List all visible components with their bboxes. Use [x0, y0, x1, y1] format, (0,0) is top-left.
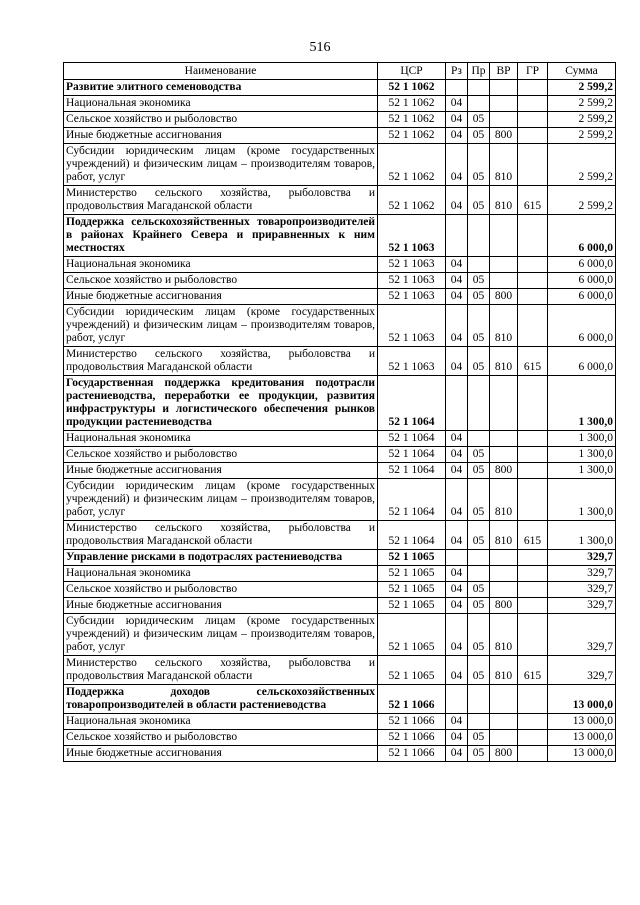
- cell-gr: [518, 273, 548, 289]
- cell-pr: [468, 215, 490, 257]
- cell-name: Министерство сельского хозяйства, рыболовства и продовольствия Магаданской области: [64, 656, 378, 685]
- cell-gr: 615: [518, 656, 548, 685]
- cell-pr: [468, 566, 490, 582]
- cell-csr: 52 1 1065: [378, 550, 446, 566]
- cell-pr: 05: [468, 598, 490, 614]
- cell-rz: [446, 685, 468, 714]
- table-row: [64, 656, 616, 685]
- cell-vr: [490, 257, 518, 273]
- cell-vr: [490, 730, 518, 746]
- cell-vr: 810: [490, 347, 518, 376]
- cell-pr: 05: [468, 273, 490, 289]
- cell-rz: 04: [446, 289, 468, 305]
- cell-pr: 05: [468, 144, 490, 186]
- cell-csr: 52 1 1064: [378, 463, 446, 479]
- table-row-section: [64, 685, 616, 714]
- cell-vr: 810: [490, 656, 518, 685]
- cell-vr: [490, 431, 518, 447]
- cell-sum: 1 300,0: [548, 376, 616, 431]
- cell-csr: 52 1 1062: [378, 80, 446, 96]
- cell-rz: 04: [446, 347, 468, 376]
- cell-vr: [490, 273, 518, 289]
- column-header-csr: ЦСР: [378, 63, 446, 80]
- table-row: [64, 614, 616, 656]
- cell-sum: 1 300,0: [548, 447, 616, 463]
- cell-csr: 52 1 1064: [378, 376, 446, 431]
- cell-csr: 52 1 1063: [378, 257, 446, 273]
- cell-pr: 05: [468, 614, 490, 656]
- column-header-rz: Рз: [446, 63, 468, 80]
- cell-gr: [518, 431, 548, 447]
- cell-pr: 05: [468, 112, 490, 128]
- cell-sum: 1 300,0: [548, 463, 616, 479]
- table-row: [64, 273, 616, 289]
- cell-sum: 329,7: [548, 656, 616, 685]
- cell-vr: 800: [490, 128, 518, 144]
- cell-name: Сельское хозяйство и рыболовство: [64, 447, 378, 463]
- cell-vr: [490, 582, 518, 598]
- cell-csr: 52 1 1063: [378, 215, 446, 257]
- table-row: [64, 521, 616, 550]
- table-row: [64, 566, 616, 582]
- cell-vr: 810: [490, 144, 518, 186]
- cell-csr: 52 1 1062: [378, 112, 446, 128]
- table-row: [64, 186, 616, 215]
- cell-gr: [518, 614, 548, 656]
- cell-gr: [518, 730, 548, 746]
- column-header-gr: ГР: [518, 63, 548, 80]
- column-header-name: Наименование: [64, 63, 378, 80]
- table-row: [64, 347, 616, 376]
- cell-pr: 05: [468, 447, 490, 463]
- cell-sum: 1 300,0: [548, 479, 616, 521]
- cell-vr: [490, 376, 518, 431]
- cell-csr: 52 1 1066: [378, 730, 446, 746]
- cell-name: Сельское хозяйство и рыболовство: [64, 273, 378, 289]
- cell-vr: 800: [490, 289, 518, 305]
- cell-pr: 05: [468, 730, 490, 746]
- cell-name: Иные бюджетные ассигнования: [64, 746, 378, 762]
- cell-sum: 2 599,2: [548, 128, 616, 144]
- cell-rz: 04: [446, 714, 468, 730]
- cell-csr: 52 1 1066: [378, 714, 446, 730]
- cell-name: Национальная экономика: [64, 566, 378, 582]
- cell-name: Национальная экономика: [64, 257, 378, 273]
- budget-table: [63, 62, 616, 762]
- cell-sum: 2 599,2: [548, 186, 616, 215]
- cell-name: Министерство сельского хозяйства, рыболовства и продовольствия Магаданской области: [64, 521, 378, 550]
- cell-gr: [518, 144, 548, 186]
- cell-name: Субсидии юридическим лицам (кроме государственных учреждений) и физическим лицам – производителям товаров, работ, услуг: [64, 144, 378, 186]
- cell-name: Субсидии юридическим лицам (кроме государственных учреждений) и физическим лицам – производителям товаров, работ, услуг: [64, 305, 378, 347]
- cell-name: Субсидии юридическим лицам (кроме государственных учреждений) и физическим лицам – производителям товаров, работ, услуг: [64, 614, 378, 656]
- cell-pr: [468, 550, 490, 566]
- cell-rz: [446, 215, 468, 257]
- cell-vr: [490, 96, 518, 112]
- cell-pr: 05: [468, 479, 490, 521]
- cell-rz: 04: [446, 431, 468, 447]
- cell-sum: 2 599,2: [548, 80, 616, 96]
- cell-vr: [490, 685, 518, 714]
- table-row-section: [64, 215, 616, 257]
- cell-vr: 800: [490, 598, 518, 614]
- cell-sum: 13 000,0: [548, 714, 616, 730]
- cell-gr: 615: [518, 521, 548, 550]
- cell-vr: [490, 550, 518, 566]
- column-header-sum: Сумма: [548, 63, 616, 80]
- cell-name: Субсидии юридическим лицам (кроме государственных учреждений) и физическим лицам – производителям товаров, работ, услуг: [64, 479, 378, 521]
- cell-pr: [468, 96, 490, 112]
- cell-pr: 05: [468, 305, 490, 347]
- cell-pr: [468, 714, 490, 730]
- cell-name: Государственная поддержка кредитования подотрасли растениеводства, переработки ее продукции, развития инфраструктуры и логистического обеспечения рынков продукции растениеводства: [64, 376, 378, 431]
- cell-csr: 52 1 1064: [378, 431, 446, 447]
- table-header-row: [64, 63, 616, 80]
- table-row: [64, 730, 616, 746]
- cell-sum: 6 000,0: [548, 215, 616, 257]
- cell-name: Управление рисками в подотраслях растениеводства: [64, 550, 378, 566]
- cell-sum: 2 599,2: [548, 144, 616, 186]
- cell-pr: [468, 257, 490, 273]
- cell-rz: 04: [446, 305, 468, 347]
- cell-gr: [518, 746, 548, 762]
- cell-csr: 52 1 1063: [378, 289, 446, 305]
- cell-pr: 05: [468, 656, 490, 685]
- cell-rz: [446, 80, 468, 96]
- cell-gr: [518, 289, 548, 305]
- cell-vr: 810: [490, 186, 518, 215]
- table-body: [64, 80, 616, 762]
- cell-rz: 04: [446, 112, 468, 128]
- cell-gr: [518, 112, 548, 128]
- cell-rz: 04: [446, 521, 468, 550]
- cell-rz: 04: [446, 447, 468, 463]
- cell-sum: 13 000,0: [548, 746, 616, 762]
- cell-gr: [518, 714, 548, 730]
- cell-name: Иные бюджетные ассигнования: [64, 598, 378, 614]
- cell-csr: 52 1 1064: [378, 521, 446, 550]
- cell-rz: 04: [446, 273, 468, 289]
- cell-gr: [518, 80, 548, 96]
- cell-rz: 04: [446, 463, 468, 479]
- cell-rz: 04: [446, 257, 468, 273]
- column-header-vr: ВР: [490, 63, 518, 80]
- cell-sum: 2 599,2: [548, 112, 616, 128]
- cell-sum: 329,7: [548, 550, 616, 566]
- table-row-section: [64, 80, 616, 96]
- table-row: [64, 144, 616, 186]
- cell-csr: 52 1 1064: [378, 479, 446, 521]
- cell-pr: [468, 376, 490, 431]
- cell-csr: 52 1 1065: [378, 566, 446, 582]
- cell-sum: 13 000,0: [548, 730, 616, 746]
- cell-csr: 52 1 1066: [378, 685, 446, 714]
- cell-csr: 52 1 1065: [378, 582, 446, 598]
- cell-vr: 800: [490, 463, 518, 479]
- cell-csr: 52 1 1065: [378, 656, 446, 685]
- cell-sum: 329,7: [548, 566, 616, 582]
- cell-name: Национальная экономика: [64, 96, 378, 112]
- table-row: [64, 257, 616, 273]
- cell-gr: [518, 376, 548, 431]
- cell-gr: 615: [518, 186, 548, 215]
- cell-pr: 05: [468, 289, 490, 305]
- cell-sum: 2 599,2: [548, 96, 616, 112]
- cell-csr: 52 1 1063: [378, 273, 446, 289]
- cell-pr: [468, 431, 490, 447]
- cell-sum: 329,7: [548, 598, 616, 614]
- table-row: [64, 447, 616, 463]
- cell-vr: [490, 215, 518, 257]
- cell-csr: 52 1 1065: [378, 614, 446, 656]
- cell-name: Сельское хозяйство и рыболовство: [64, 582, 378, 598]
- cell-name: Сельское хозяйство и рыболовство: [64, 730, 378, 746]
- cell-rz: 04: [446, 614, 468, 656]
- cell-sum: 329,7: [548, 614, 616, 656]
- cell-csr: 52 1 1062: [378, 128, 446, 144]
- cell-gr: [518, 582, 548, 598]
- cell-sum: 6 000,0: [548, 289, 616, 305]
- cell-csr: 52 1 1063: [378, 305, 446, 347]
- cell-rz: 04: [446, 96, 468, 112]
- cell-rz: [446, 550, 468, 566]
- cell-sum: 6 000,0: [548, 347, 616, 376]
- cell-sum: 329,7: [548, 582, 616, 598]
- cell-vr: [490, 714, 518, 730]
- column-header-pr: Пр: [468, 63, 490, 80]
- cell-csr: 52 1 1063: [378, 347, 446, 376]
- cell-gr: [518, 566, 548, 582]
- cell-rz: 04: [446, 479, 468, 521]
- cell-rz: 04: [446, 144, 468, 186]
- cell-sum: 6 000,0: [548, 257, 616, 273]
- cell-vr: 800: [490, 746, 518, 762]
- cell-csr: 52 1 1065: [378, 598, 446, 614]
- cell-gr: [518, 305, 548, 347]
- cell-sum: 6 000,0: [548, 273, 616, 289]
- cell-pr: [468, 685, 490, 714]
- cell-name: Поддержка сельскохозяйственных товаропроизводителей в районах Крайнего Севера и приравненных к ним местностях: [64, 215, 378, 257]
- cell-gr: [518, 257, 548, 273]
- table-row: [64, 431, 616, 447]
- cell-name: Развитие элитного семеноводства: [64, 80, 378, 96]
- cell-rz: 04: [446, 746, 468, 762]
- cell-gr: [518, 598, 548, 614]
- table-row: [64, 582, 616, 598]
- cell-gr: [518, 685, 548, 714]
- cell-vr: 810: [490, 305, 518, 347]
- cell-rz: 04: [446, 566, 468, 582]
- cell-name: Иные бюджетные ассигнования: [64, 463, 378, 479]
- cell-vr: [490, 80, 518, 96]
- cell-gr: [518, 479, 548, 521]
- cell-pr: 05: [468, 582, 490, 598]
- cell-sum: 1 300,0: [548, 521, 616, 550]
- cell-vr: 810: [490, 521, 518, 550]
- cell-sum: 1 300,0: [548, 431, 616, 447]
- cell-pr: 05: [468, 521, 490, 550]
- cell-vr: 810: [490, 479, 518, 521]
- page-number: 516: [309, 40, 331, 55]
- table-row: [64, 714, 616, 730]
- table-row: [64, 96, 616, 112]
- cell-pr: 05: [468, 347, 490, 376]
- table-row: [64, 463, 616, 479]
- cell-name: Министерство сельского хозяйства, рыболовства и продовольствия Магаданской области: [64, 347, 378, 376]
- cell-name: Иные бюджетные ассигнования: [64, 128, 378, 144]
- cell-name: Поддержка доходов сельскохозяйственных товаропроизводителей в области растениеводства: [64, 685, 378, 714]
- table-row: [64, 112, 616, 128]
- cell-name: Иные бюджетные ассигнования: [64, 289, 378, 305]
- cell-pr: 05: [468, 746, 490, 762]
- cell-csr: 52 1 1062: [378, 144, 446, 186]
- cell-gr: [518, 215, 548, 257]
- cell-gr: [518, 128, 548, 144]
- cell-gr: [518, 550, 548, 566]
- cell-sum: 6 000,0: [548, 305, 616, 347]
- cell-name: Национальная экономика: [64, 714, 378, 730]
- cell-rz: 04: [446, 656, 468, 685]
- cell-vr: [490, 566, 518, 582]
- table-row-section: [64, 376, 616, 431]
- cell-vr: [490, 112, 518, 128]
- cell-pr: 05: [468, 463, 490, 479]
- cell-pr: 05: [468, 128, 490, 144]
- cell-gr: 615: [518, 347, 548, 376]
- cell-csr: 52 1 1062: [378, 96, 446, 112]
- cell-vr: [490, 447, 518, 463]
- table-row: [64, 305, 616, 347]
- cell-rz: 04: [446, 730, 468, 746]
- table-row: [64, 598, 616, 614]
- cell-gr: [518, 463, 548, 479]
- cell-csr: 52 1 1066: [378, 746, 446, 762]
- cell-gr: [518, 447, 548, 463]
- cell-csr: 52 1 1062: [378, 186, 446, 215]
- cell-rz: 04: [446, 598, 468, 614]
- table-row: [64, 289, 616, 305]
- table-row: [64, 746, 616, 762]
- table-row-section: [64, 550, 616, 566]
- cell-vr: 810: [490, 614, 518, 656]
- table-row: [64, 128, 616, 144]
- cell-pr: 05: [468, 186, 490, 215]
- cell-name: Сельское хозяйство и рыболовство: [64, 112, 378, 128]
- cell-sum: 13 000,0: [548, 685, 616, 714]
- cell-pr: [468, 80, 490, 96]
- cell-gr: [518, 96, 548, 112]
- cell-rz: 04: [446, 582, 468, 598]
- cell-csr: 52 1 1064: [378, 447, 446, 463]
- table-row: [64, 479, 616, 521]
- cell-rz: [446, 376, 468, 431]
- cell-rz: 04: [446, 128, 468, 144]
- cell-rz: 04: [446, 186, 468, 215]
- cell-name: Национальная экономика: [64, 431, 378, 447]
- cell-name: Министерство сельского хозяйства, рыболовства и продовольствия Магаданской области: [64, 186, 378, 215]
